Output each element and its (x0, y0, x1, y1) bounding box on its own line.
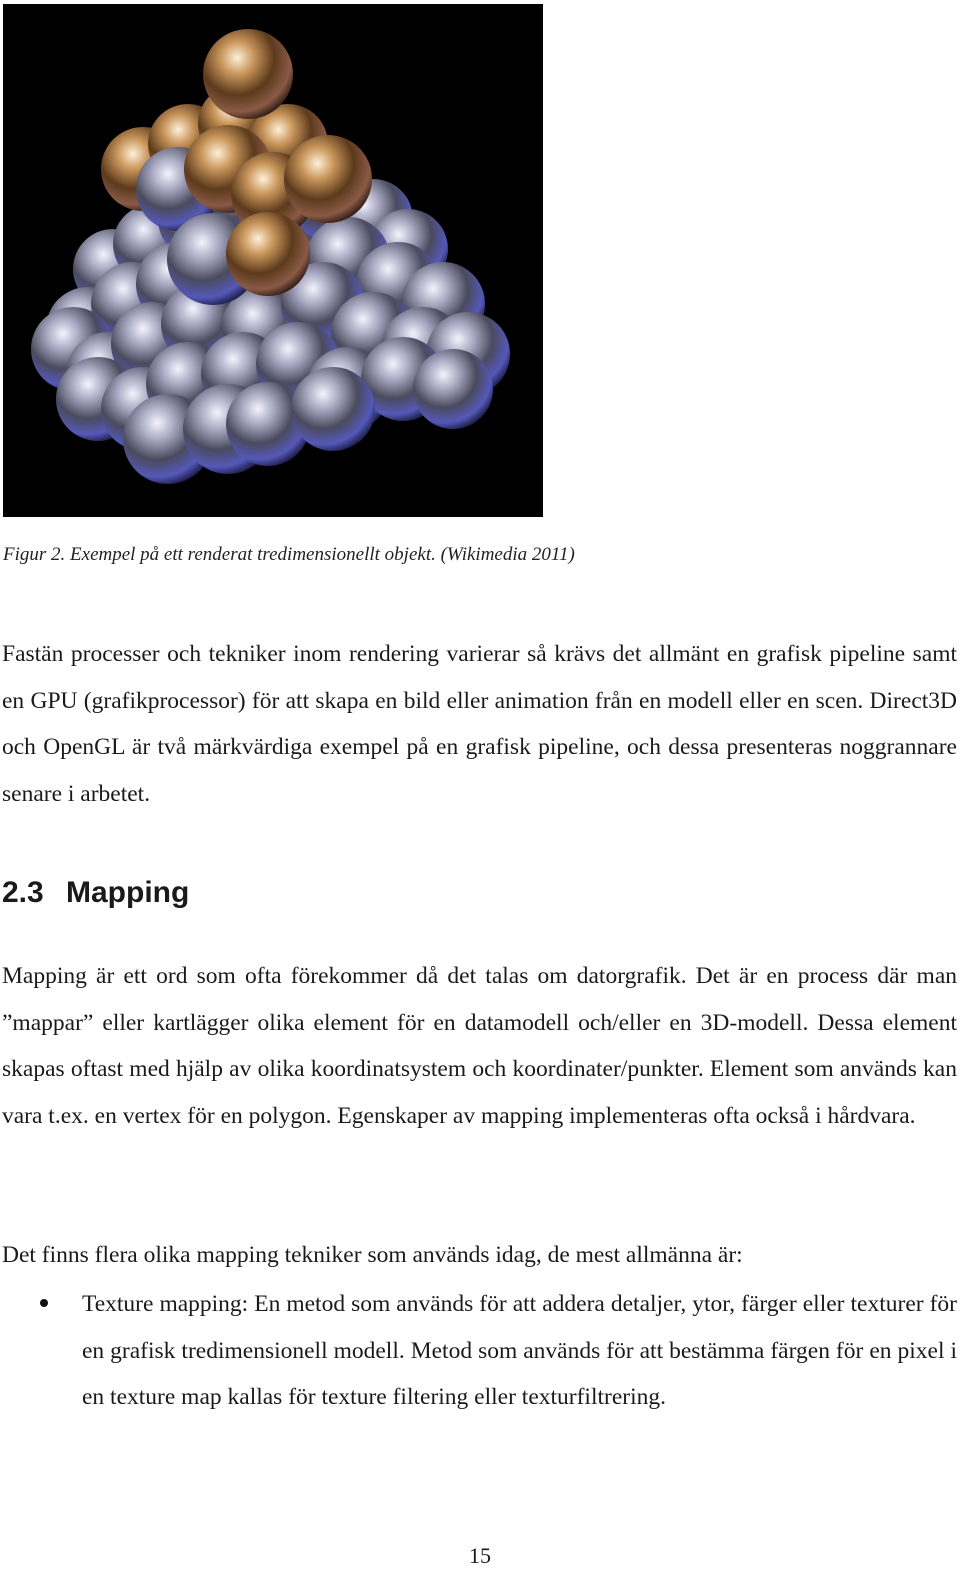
list-item (40, 1281, 957, 1421)
section-heading (2, 876, 189, 910)
sphere (291, 367, 375, 451)
bullet-icon (40, 1299, 48, 1307)
list-item-text: Texture mapping: En metod som används för att addera detaljer, ytor, färger eller texturer för en grafisk tredimensionell modell. Metod som används för att bestämma färgen för en pixel i en texture map kallas för texture filtering eller texturfiltrering. (82, 1291, 957, 1411)
sphere (413, 349, 493, 429)
figure-caption: Figur 2. Exempel på ett renderat tredimensionellt objekt. (Wikimedia 2011) (3, 544, 575, 565)
paragraph-mapping: Mapping är ett ord som ofta förekommer då det talas om datorgrafik. Det är en process där man ”mappar” eller kartlägger olika element för en datamodell och/eller en 3D-modell. Dessa element skapas oftast med hjälp av olika koordinatsystem och koordinater/punkter. Element som används kan vara t.ex. en vertex för en polygon. Egenskaper av mapping implementeras ofta också i hårdvara. (2, 963, 957, 1130)
paragraph-rendering: Fastän processer och tekniker inom rendering varierar så krävs det allmänt en grafisk pipeline samt en GPU (grafikprocessor) för att skapa en bild eller animation från en modell eller en scen. Direct3D och OpenGL är två märkvärdiga exempel på en grafisk pipeline, och dessa presenteras noggrannare senare i arbetet. (2, 641, 957, 808)
rendered-object-figure (3, 4, 543, 517)
sphere (284, 135, 372, 223)
sphere (203, 29, 293, 119)
paragraph-techniques-intro: Det finns flera olika mapping tekniker som används idag, de mest allmänna är: (2, 1242, 743, 1268)
sphere (226, 212, 310, 296)
sphere-pyramid-image (3, 4, 543, 517)
page-number: 15 (469, 1543, 491, 1568)
techniques-list (40, 1281, 957, 1421)
section-number: 2.3 (2, 876, 44, 909)
section-title: Mapping (66, 876, 190, 909)
